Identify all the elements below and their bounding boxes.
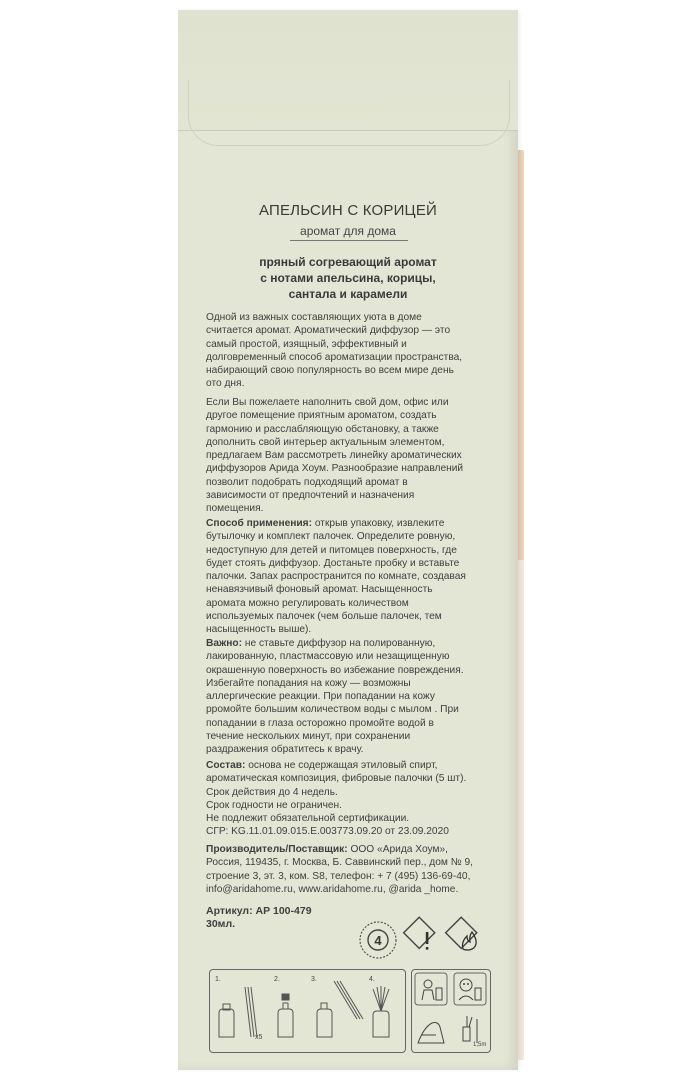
offer-text: Если Вы пожелаете наполнить свой дом, офис или другое помещение приятным ароматом, создать гармонию и расслабляющую обстановку, а также дополнить свой интерьер актуальным элементом, предлагаем Вам рассмотреть линейку ароматических диффузоров Арида Хоум. Разнообразие направлений позволит подобрать подходящий аромат в зависимости от предпочтений и назначения помещения.: [206, 397, 464, 515]
distance-label: 1,5m: [473, 1042, 487, 1048]
weeks-badge-number: 4: [374, 933, 382, 948]
offer-paragraph: [206, 396, 498, 516]
usage-steps-graphics: [209, 969, 404, 1051]
keep-away-pets-icon: [453, 972, 487, 1006]
cap-removal-icon: [278, 994, 293, 1037]
product-tagline: пряный согревающий аромат с нотами апельсина, корицы, сантала и карамели: [259, 255, 437, 301]
sticks-insert-icon: [317, 981, 363, 1037]
subtitle-underline: [290, 240, 408, 241]
sticks-count-label: x5: [255, 1034, 263, 1041]
warning-exclamation-icon: [408, 922, 446, 960]
warning-label: Важно:: [206, 638, 243, 649]
producer-label: Производитель/Поставщик:: [206, 844, 348, 855]
composition-paragraph: [206, 759, 498, 839]
product-subtitle: аромат для дома: [300, 224, 396, 238]
intro-paragraph: [206, 311, 498, 391]
composition-label: Состав:: [206, 760, 246, 771]
step-number-4: 4.: [369, 976, 375, 983]
composition-text: основа не содержащая этиловый спирт, ароматическая композиция, фибровые палочки (5 шт). Срок действия до 4 недель. Срок годности не ограничен. Не подлежит обязательной сертификации. СГР: KG.11.01.09.015.Е.003773.09.20 от 23.09.2020: [206, 760, 467, 838]
distance-icon: [453, 1013, 487, 1047]
step-number-3: 3.: [311, 976, 317, 983]
flammable-flame-icon: [450, 922, 488, 960]
bottle-open-icon: [219, 987, 257, 1037]
flap-tuck-outline: [188, 80, 510, 146]
producer-paragraph: [206, 843, 498, 896]
box-top-flap: [178, 10, 518, 131]
intro-text: Одной из важных составляющих уюта в доме считается аромат. Ароматический диффузор — это самый простой, изящный, эффективный и долговременный способ ароматизации пространства, набирающий свою популярность во всем мире день ото дня.: [206, 312, 463, 390]
diffuser-ready-icon: [373, 986, 389, 1037]
warning-text: не ставьте диффузор на полированную, лакированную, пластмассовую или незащищенную окрашенную поверхность во избежание повреждения. Избегайте попадания на кожу — возможны аллергические реакции. При попадании на кожу pромойте большим количеством воды с мылом . При попадании в глаза осторожно промойте водой в течение нескольких минут, при сохранении раздражения обратитесь к врачу.: [206, 638, 464, 756]
surface-caution-icon: [414, 1013, 448, 1047]
article-number: Артикул: АР 100-479: [206, 905, 312, 917]
product-title: АПЕЛЬСИН С КОРИЦЕЙ: [258, 202, 438, 219]
producer-text: ООО «Арида Хоум», Россия, 119435, г. Москва, Б. Саввинский пер., дом № 9, строение 3, эт. 3, ком. S8, телефон: + 7 (495) 136-69-40, info@aridahome.ru, www.aridahome.ru, @arida _home.: [206, 844, 473, 895]
four-weeks-badge-icon: [358, 920, 398, 960]
keep-away-children-icon: [414, 972, 448, 1006]
warning-paragraph: [206, 637, 498, 757]
volume-label: 30мл.: [206, 918, 236, 930]
step-number-1: 1.: [215, 976, 221, 983]
step-number-2: 2.: [274, 976, 280, 983]
usage-text: открыв упаковку, извлеките бутылочку и комплект палочек. Определите ровную, недоступную для детей и питомцев поверхность, где будет стоять диффузор. Достаньте пробку и вставьте палочки. Запах распространится по комнате, создавая ненавязчивый фоновый аромат. Насыщенность аромата можно регулировать количеством используемых палочек (чем больше палочек, тем насыщенность выше).: [206, 518, 466, 636]
usage-label: Способ применения:: [206, 518, 313, 529]
usage-paragraph: [206, 517, 498, 637]
